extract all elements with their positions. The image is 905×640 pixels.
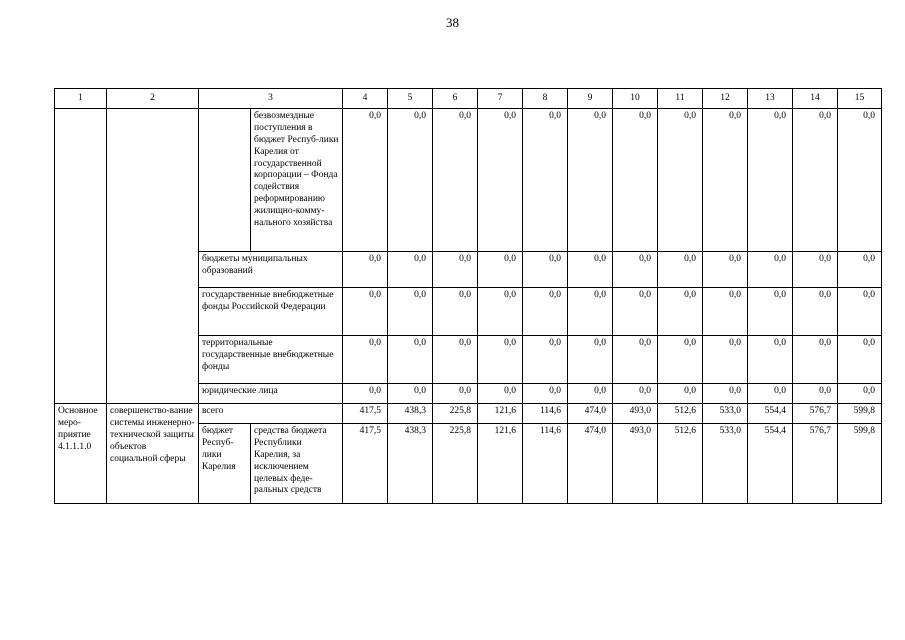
value-cell: 0,0 <box>703 288 748 336</box>
value-cell: 0,0 <box>523 109 568 252</box>
value-cell: 0,0 <box>388 384 433 404</box>
table-row <box>55 404 882 424</box>
value-cell: 0,0 <box>568 109 613 252</box>
value-cell: 0,0 <box>478 252 523 288</box>
value-cell: 576,7 <box>793 404 838 424</box>
header-cell: 11 <box>658 89 703 109</box>
value-cell: 0,0 <box>478 288 523 336</box>
value-cell: 599,8 <box>838 424 882 504</box>
value-cell: 0,0 <box>343 384 388 404</box>
value-cell: 0,0 <box>568 336 613 384</box>
value-cell: 0,0 <box>388 288 433 336</box>
header-cell: 10 <box>613 89 658 109</box>
value-cell: 0,0 <box>793 336 838 384</box>
value-cell: 0,0 <box>343 252 388 288</box>
value-cell: 0,0 <box>748 109 793 252</box>
value-cell: 0,0 <box>388 252 433 288</box>
value-cell: 417,5 <box>343 404 388 424</box>
value-cell: 0,0 <box>613 252 658 288</box>
value-cell: 0,0 <box>478 109 523 252</box>
value-cell: 0,0 <box>838 252 882 288</box>
value-cell: 0,0 <box>703 252 748 288</box>
value-cell: 114,6 <box>523 424 568 504</box>
value-cell: 0,0 <box>658 384 703 404</box>
value-cell: 0,0 <box>613 109 658 252</box>
header-cell: 5 <box>388 89 433 109</box>
budget-table <box>54 88 882 504</box>
measure-name: совершенство-вание системы инженерно-технической защиты объектов социальной сферы <box>107 404 199 504</box>
value-cell: 576,7 <box>793 424 838 504</box>
value-cell: 0,0 <box>838 109 882 252</box>
value-cell: 0,0 <box>523 252 568 288</box>
header-cell: 12 <box>703 89 748 109</box>
row-label: юридические лица <box>199 384 343 404</box>
value-cell: 0,0 <box>658 288 703 336</box>
value-cell: 0,0 <box>343 336 388 384</box>
value-cell: 225,8 <box>433 424 478 504</box>
value-cell: 0,0 <box>613 288 658 336</box>
value-cell: 554,4 <box>748 424 793 504</box>
value-cell: 474,0 <box>568 424 613 504</box>
value-cell: 0,0 <box>523 288 568 336</box>
header-cell: 4 <box>343 89 388 109</box>
header-cell: 9 <box>568 89 613 109</box>
header-cell: 1 <box>55 89 107 109</box>
value-cell: 0,0 <box>793 288 838 336</box>
table-row <box>55 109 882 252</box>
value-cell: 0,0 <box>568 288 613 336</box>
row-label: бюджеты муниципальных образований <box>199 252 343 288</box>
empty-cell <box>199 109 251 252</box>
empty-cell <box>107 109 199 404</box>
header-cell: 15 <box>838 89 882 109</box>
value-cell: 0,0 <box>793 384 838 404</box>
value-cell: 0,0 <box>838 288 882 336</box>
value-cell: 121,6 <box>478 404 523 424</box>
value-cell: 0,0 <box>433 384 478 404</box>
value-cell: 0,0 <box>343 109 388 252</box>
value-cell: 0,0 <box>748 288 793 336</box>
value-cell: 0,0 <box>568 384 613 404</box>
value-cell: 0,0 <box>793 252 838 288</box>
value-cell: 0,0 <box>388 109 433 252</box>
header-cell: 3 <box>199 89 343 109</box>
value-cell: 493,0 <box>613 404 658 424</box>
value-cell: 0,0 <box>478 336 523 384</box>
value-cell: 512,6 <box>658 404 703 424</box>
value-cell: 0,0 <box>433 288 478 336</box>
value-cell: 114,6 <box>523 404 568 424</box>
row-label: бюджет Респуб-лики Карелия <box>199 424 251 504</box>
value-cell: 0,0 <box>433 109 478 252</box>
row-label: всего <box>199 404 343 424</box>
row-label: территориальные государственные внебюджетные фонды <box>199 336 343 384</box>
row-label: безвозмездные поступления в бюджет Респуб-лики Карелия от государственной корпорации – Фонда содействия реформированию жилищно-комму-нального хозяйства <box>251 109 343 252</box>
header-cell: 8 <box>523 89 568 109</box>
value-cell: 0,0 <box>658 336 703 384</box>
value-cell: 0,0 <box>703 109 748 252</box>
value-cell: 0,0 <box>703 336 748 384</box>
header-cell: 7 <box>478 89 523 109</box>
value-cell: 512,6 <box>658 424 703 504</box>
value-cell: 0,0 <box>433 336 478 384</box>
row-label: государственные внебюджетные фонды Российской Федерации <box>199 288 343 336</box>
value-cell: 0,0 <box>343 288 388 336</box>
row-label: средства бюджета Республики Карелия, за исключением целевых феде-ральных средств <box>251 424 343 504</box>
header-cell: 2 <box>107 89 199 109</box>
value-cell: 0,0 <box>568 252 613 288</box>
header-cell: 14 <box>793 89 838 109</box>
empty-cell <box>55 109 107 404</box>
value-cell: 0,0 <box>838 384 882 404</box>
value-cell: 0,0 <box>838 336 882 384</box>
value-cell: 0,0 <box>793 109 838 252</box>
measure-code: Основное меро-приятие 4.1.1.1.0 <box>55 404 107 504</box>
header-row <box>55 89 882 109</box>
page-number: 38 <box>446 15 459 30</box>
value-cell: 533,0 <box>703 424 748 504</box>
value-cell: 0,0 <box>523 384 568 404</box>
value-cell: 599,8 <box>838 404 882 424</box>
value-cell: 0,0 <box>703 384 748 404</box>
value-cell: 474,0 <box>568 404 613 424</box>
header-cell: 6 <box>433 89 478 109</box>
value-cell: 438,3 <box>388 404 433 424</box>
value-cell: 0,0 <box>748 384 793 404</box>
value-cell: 0,0 <box>388 336 433 384</box>
value-cell: 554,4 <box>748 404 793 424</box>
value-cell: 0,0 <box>748 252 793 288</box>
value-cell: 225,8 <box>433 404 478 424</box>
value-cell: 0,0 <box>748 336 793 384</box>
value-cell: 438,3 <box>388 424 433 504</box>
header-cell: 13 <box>748 89 793 109</box>
value-cell: 0,0 <box>613 384 658 404</box>
value-cell: 0,0 <box>658 109 703 252</box>
value-cell: 533,0 <box>703 404 748 424</box>
value-cell: 0,0 <box>658 252 703 288</box>
value-cell: 121,6 <box>478 424 523 504</box>
value-cell: 0,0 <box>523 336 568 384</box>
value-cell: 417,5 <box>343 424 388 504</box>
value-cell: 493,0 <box>613 424 658 504</box>
value-cell: 0,0 <box>433 252 478 288</box>
value-cell: 0,0 <box>478 384 523 404</box>
value-cell: 0,0 <box>613 336 658 384</box>
